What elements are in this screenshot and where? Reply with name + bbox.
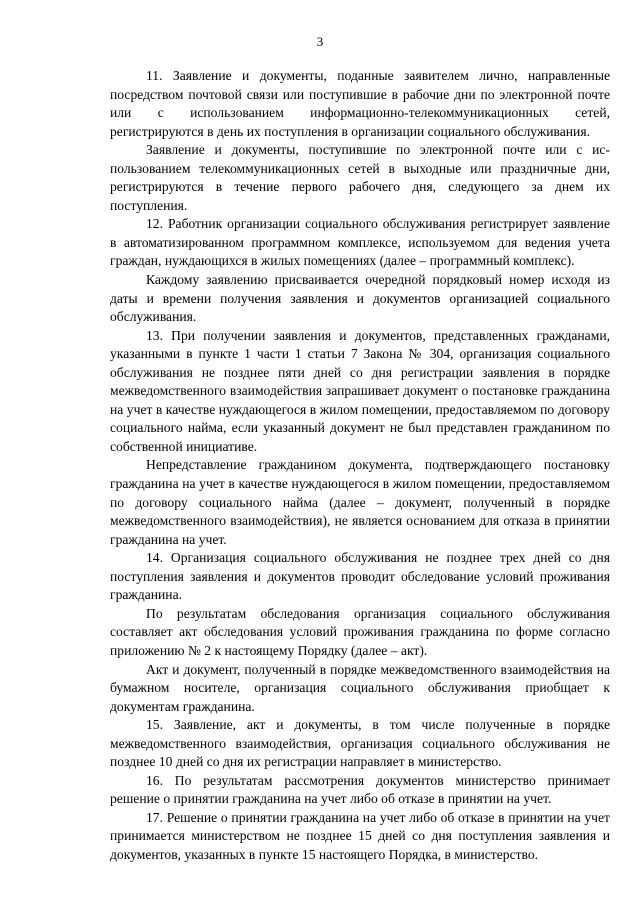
paragraph-13: 13. При получении заявления и документов, представленных гражданами, указанными в пункте 1 части 1 статьи 7 Закона № 304, организация социального обслуживания не позднее пяти дней со дня регистрации заявления в порядке межведомственного взаимодействия запрашивает документ о постановке гражданина на учет в качестве нуждающегося в жилом помещении, предоставляемом по договору социального найма, если указанный документ не был представлен гражданином по собственной инициативе. — [110, 327, 610, 454]
document-body — [110, 67, 610, 865]
paragraph-14-attach: Акт и документ, полученный в порядке межведомственного взаимодействия на бумажном носителе, организация социального обслуживания приобщает к документам гражданина. — [110, 661, 610, 714]
paragraph-15: 15. Заявление, акт и документы, в том числе полученные в порядке межведомственного взаимодействия, организация социального обслуживания не позднее 10 дней со дня их регистрации направляет в министерство. — [110, 717, 610, 770]
paragraph-16: 16. По результатам рассмотрения документов министерство принимает решение о принятии гражданина на учет либо об отказе в принятии на учет. — [110, 772, 610, 807]
paragraph-17: 17. Решение о принятии гражданина на учет либо об отказе в принятии на учет принимается министерством не позднее 15 дней со дня поступления заявления и документов, указанных в пункте 15 настоящего Порядка, в министерство. — [110, 809, 610, 862]
paragraph-12-number: Каждому заявлению присваивается очередной порядковый номер исходя из даты и времени получения заявления и документов организацией социального обслуживания. — [110, 272, 610, 325]
paragraph-13-nonsubmission: Непредставление гражданином документа, подтверждающего постановку гражданина на учет в качестве нуждающегося в жилом помещении, предоставляемом по договору социального найма (далее – документ, полученный в порядке межведомственного взаимодействия), не является основанием для отказа в принятии гражданина на учет. — [110, 457, 610, 547]
paragraph-14: 14. Организация социального обслуживания не позднее трех дней со дня поступления заявления и документов проводит обследование условий проживания гражданина. — [110, 550, 610, 603]
paragraph-11-weekend: Заявление и документы, поступившие по электронной почте или с использованием телекоммуникационных сетей в выходные или праздничные дни, регистрируются в течение первого рабочего дня, следующего за днем их поступления. — [110, 142, 610, 213]
paragraph-11: 11. Заявление и документы, поданные заявителем лично, направленные посредством почтовой связи или поступившие в рабочие дни по электронной почте или с использованием информационно-телекоммуникационных сетей, регистрируются в день их поступления в организации социального обслуживания. — [110, 68, 610, 139]
paragraph-12: 12. Работник организации социального обслуживания регистрирует заявление в автоматизированном программном комплексе, используемом для ведения учета граждан, нуждающихся в жилых помещениях (далее – программный комплекс). — [110, 216, 610, 269]
paragraph-14-act: По результатам обследования организация социального обслуживания составляет акт обследования условий проживания гражданина по форме согласно приложению № 2 к настоящему Порядку (далее – акт). — [110, 605, 610, 658]
page-number: 3 — [316, 34, 324, 49]
